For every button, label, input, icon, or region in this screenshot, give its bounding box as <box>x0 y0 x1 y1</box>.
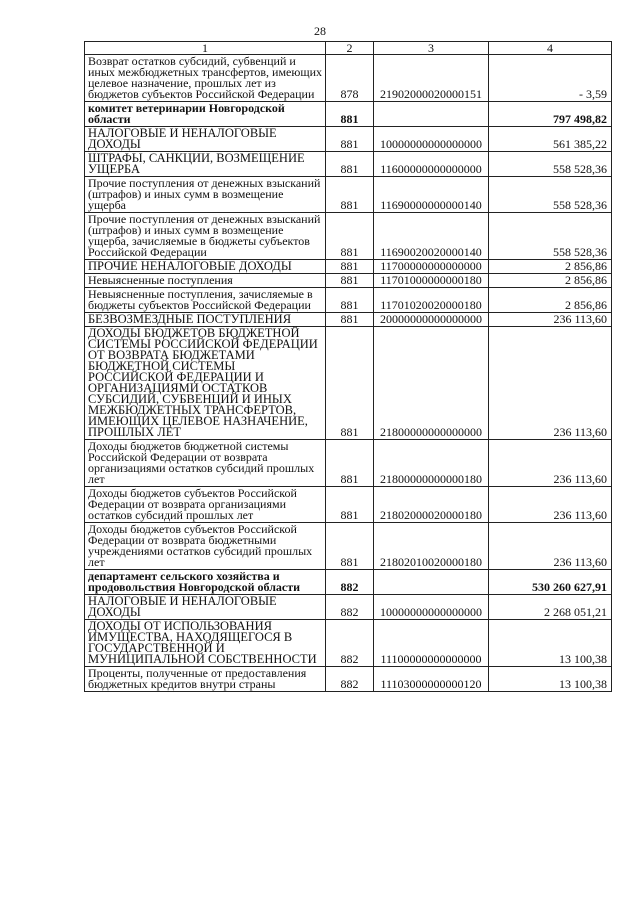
table-row <box>85 440 612 487</box>
row-amount: 236 113,60 <box>489 327 612 440</box>
header-col-4: 4 <box>489 42 612 55</box>
row-amount: 558 528,36 <box>489 213 612 260</box>
table-row <box>85 288 612 313</box>
row-name: Прочие поступления от денежных взысканий (штрафов) и иных сумм в возмещение ущерба <box>85 177 326 213</box>
row-name: НАЛОГОВЫЕ И НЕНАЛОГОВЫЕ ДОХОДЫ <box>85 127 326 152</box>
table-header-row <box>85 42 612 55</box>
row-admin-code: 882 <box>326 620 374 667</box>
row-name: БЕЗВОЗМЕЗДНЫЕ ПОСТУПЛЕНИЯ <box>85 313 326 327</box>
row-admin-code: 881 <box>326 127 374 152</box>
row-name: Доходы бюджетов субъектов Российской Федерации от возврата организациями остатков субсидий прошлых лет <box>85 487 326 523</box>
table-row <box>85 667 612 692</box>
row-amount: 558 528,36 <box>489 177 612 213</box>
row-budget-code: 10000000000000000 <box>374 595 489 620</box>
table-row <box>85 595 612 620</box>
revenue-table <box>84 41 612 692</box>
table-row <box>85 570 612 595</box>
row-admin-code: 882 <box>326 570 374 595</box>
row-admin-code: 881 <box>326 274 374 288</box>
table-row <box>85 620 612 667</box>
table-body <box>85 55 612 692</box>
row-budget-code: 21800000000000180 <box>374 440 489 487</box>
row-name: НАЛОГОВЫЕ И НЕНАЛОГОВЫЕ ДОХОДЫ <box>85 595 326 620</box>
row-amount: 797 498,82 <box>489 102 612 127</box>
row-budget-code: 21802000020000180 <box>374 487 489 523</box>
row-admin-code: 881 <box>326 102 374 127</box>
row-amount: 2 856,86 <box>489 260 612 274</box>
row-amount: - 3,59 <box>489 55 612 102</box>
row-name: Невыясненные поступления <box>85 274 326 288</box>
row-admin-code: 881 <box>326 152 374 177</box>
table-row <box>85 177 612 213</box>
row-name: ШТРАФЫ, САНКЦИИ, ВОЗМЕЩЕНИЕ УЩЕРБА <box>85 152 326 177</box>
row-name: Прочие поступления от денежных взысканий (штрафов) и иных сумм в возмещение ущерба, зачисляемые в бюджеты субъектов Российской Федерации <box>85 213 326 260</box>
row-admin-code: 881 <box>326 487 374 523</box>
table-row <box>85 127 612 152</box>
table-row <box>85 55 612 102</box>
row-budget-code: 11690000000000140 <box>374 177 489 213</box>
row-budget-code: 10000000000000000 <box>374 127 489 152</box>
row-admin-code: 881 <box>326 260 374 274</box>
row-budget-code: 11700000000000000 <box>374 260 489 274</box>
table-row <box>85 152 612 177</box>
row-budget-code: 21902000020000151 <box>374 55 489 102</box>
row-admin-code: 881 <box>326 523 374 570</box>
row-amount: 13 100,38 <box>489 620 612 667</box>
header-col-2: 2 <box>326 42 374 55</box>
table-row <box>85 327 612 440</box>
row-name: ПРОЧИЕ НЕНАЛОГОВЫЕ ДОХОДЫ <box>85 260 326 274</box>
row-amount: 2 856,86 <box>489 274 612 288</box>
row-admin-code: 881 <box>326 327 374 440</box>
row-budget-code: 11701000000000180 <box>374 274 489 288</box>
table-row <box>85 523 612 570</box>
row-name: Доходы бюджетов субъектов Российской Федерации от возврата бюджетными учреждениями остатков субсидий прошлых лет <box>85 523 326 570</box>
table-row <box>85 487 612 523</box>
row-budget-code: 20000000000000000 <box>374 313 489 327</box>
row-admin-code: 881 <box>326 177 374 213</box>
row-budget-code: 11701020020000180 <box>374 288 489 313</box>
row-name: ДОХОДЫ БЮДЖЕТОВ БЮДЖЕТНОЙ СИСТЕМЫ РОССИЙСКОЙ ФЕДЕРАЦИИ ОТ ВОЗВРАТА БЮДЖЕТАМИ БЮДЖЕТНОЙ СИСТЕМЫ РОССИЙСКОЙ ФЕДЕРАЦИИ И ОРГАНИЗАЦИЯМИ ОСТАТКОВ СУБСИДИЙ, СУБВЕНЦИЙ И ИНЫХ МЕЖБЮДЖЕТНЫХ ТРАНСФЕРТОВ, ИМЕЮЩИХ ЦЕЛЕВОЕ НАЗНАЧЕНИЕ, ПРОШЛЫХ ЛЕТ <box>85 327 326 440</box>
row-amount: 236 113,60 <box>489 487 612 523</box>
row-budget-code: 11600000000000000 <box>374 152 489 177</box>
table-row <box>85 313 612 327</box>
row-admin-code: 881 <box>326 213 374 260</box>
row-budget-code <box>374 570 489 595</box>
row-budget-code: 11100000000000000 <box>374 620 489 667</box>
row-budget-code: 11103000000000120 <box>374 667 489 692</box>
row-amount: 561 385,22 <box>489 127 612 152</box>
row-budget-code: 21802010020000180 <box>374 523 489 570</box>
row-admin-code: 881 <box>326 288 374 313</box>
row-amount: 2 268 051,21 <box>489 595 612 620</box>
table-row <box>85 102 612 127</box>
row-admin-code: 881 <box>326 313 374 327</box>
row-amount: 236 113,60 <box>489 313 612 327</box>
header-col-1: 1 <box>85 42 326 55</box>
table-row <box>85 274 612 288</box>
row-budget-code: 11690020020000140 <box>374 213 489 260</box>
row-name: комитет ветеринарии Новгородской области <box>85 102 326 127</box>
row-name: департамент сельского хозяйства и продовольствия Новгородской области <box>85 570 326 595</box>
page-number: 28 <box>314 24 326 38</box>
row-amount: 236 113,60 <box>489 523 612 570</box>
row-amount: 558 528,36 <box>489 152 612 177</box>
row-name: Проценты, полученные от предоставления бюджетных кредитов внутри страны <box>85 667 326 692</box>
row-admin-code: 882 <box>326 595 374 620</box>
row-name: Возврат остатков субсидий, субвенций и иных межбюджетных трансфертов, имеющих целевое назначение, прошлых лет из бюджетов субъектов Российской Федерации <box>85 55 326 102</box>
table-row <box>85 213 612 260</box>
row-amount: 530 260 627,91 <box>489 570 612 595</box>
row-amount: 236 113,60 <box>489 440 612 487</box>
row-amount: 13 100,38 <box>489 667 612 692</box>
row-budget-code: 21800000000000000 <box>374 327 489 440</box>
table-row <box>85 260 612 274</box>
row-admin-code: 882 <box>326 667 374 692</box>
header-col-3: 3 <box>374 42 489 55</box>
row-name: Невыясненные поступления, зачисляемые в бюджеты субъектов Российской Федерации <box>85 288 326 313</box>
row-amount: 2 856,86 <box>489 288 612 313</box>
row-admin-code: 881 <box>326 440 374 487</box>
row-name: ДОХОДЫ ОТ ИСПОЛЬЗОВАНИЯ ИМУЩЕСТВА, НАХОДЯЩЕГОСЯ В ГОСУДАРСТВЕННОЙ И МУНИЦИПАЛЬНОЙ СОБСТВЕННОСТИ <box>85 620 326 667</box>
row-name: Доходы бюджетов бюджетной системы Российской Федерации от возврата организациями остатков субсидий прошлых лет <box>85 440 326 487</box>
row-admin-code: 878 <box>326 55 374 102</box>
row-budget-code <box>374 102 489 127</box>
